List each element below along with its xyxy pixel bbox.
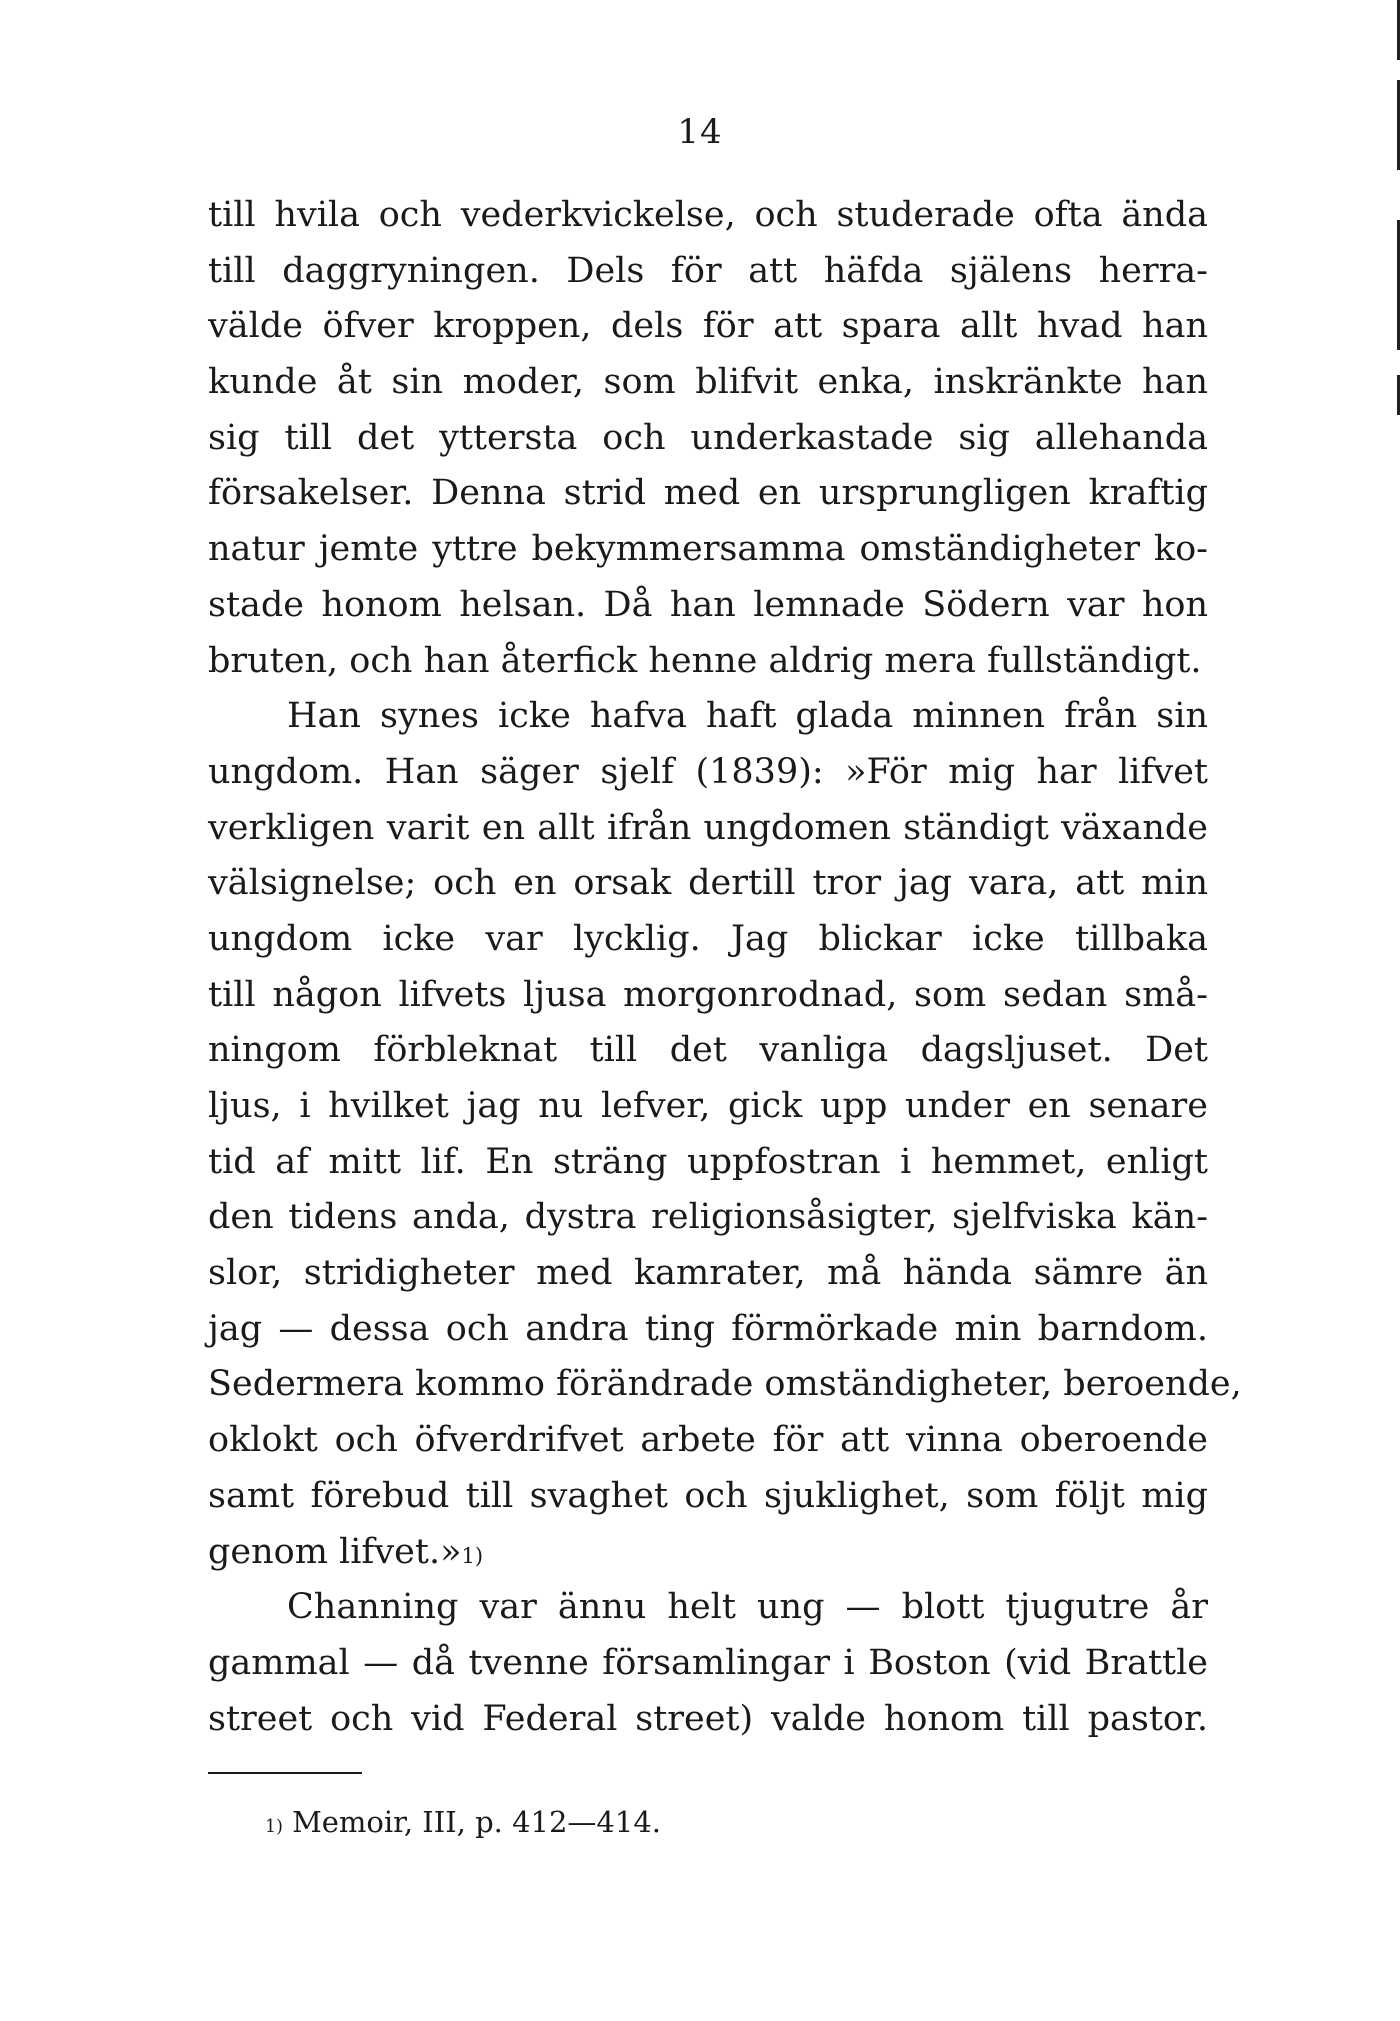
text-line: tid af mitt lif. En sträng uppfostran i hemmet, enligt xyxy=(208,1141,1208,1182)
text-line: ungdom. Han säger sjelf (1839): »För mig har lifvet xyxy=(208,751,1208,792)
text-line: street och vid Federal street) valde honom till pastor. xyxy=(208,1698,1208,1739)
text-line: jag — dessa och andra ting förmörkade min barndom. xyxy=(208,1308,1208,1349)
footnote-reference: 1) xyxy=(461,1543,484,1568)
body-text xyxy=(208,188,1242,1747)
text-line: till hvila och vederkvickelse, och studerade ofta ända xyxy=(208,195,1208,235)
text-line: Sedermera kommo förändrade omständigheter, beroende, xyxy=(208,1364,1242,1405)
text-line: oklokt och öfverdrifvet arbete för att vinna oberoende xyxy=(208,1420,1208,1461)
text-line: ljus, i hvilket jag nu lefver, gick upp under en senare xyxy=(208,1086,1208,1126)
page-number: 14 xyxy=(677,112,723,152)
text-line: natur jemte yttre bekymmersamma omständigheter ko- xyxy=(208,529,1208,570)
text-line: bruten, och han återfick henne aldrig mera fullständigt. xyxy=(208,640,1202,681)
text-line: till daggryningen. Dels för att häfda själens herra- xyxy=(208,250,1208,291)
text-line: verkligen varit en allt ifrån ungdomen ständigt växande xyxy=(208,807,1208,848)
text-line: samt förebud till svaghet och sjuklighet, som följt mig xyxy=(208,1475,1208,1516)
text-line: Channing var ännu helt ung — blott tjugutre år xyxy=(287,1587,1208,1628)
text-line: stade honom helsan. Då han lemnade Södern var hon xyxy=(208,584,1208,625)
text-line: sig till det yttersta och underkastade sig allehanda xyxy=(208,417,1208,458)
text-line: ningom förbleknat till det vanliga dagsljuset. Det xyxy=(208,1030,1208,1071)
footnote xyxy=(265,1805,661,1839)
footnote-text: Memoir, III, p. 412—414. xyxy=(282,1805,662,1839)
text-line: kunde åt sin moder, som blifvit enka, inskränkte han xyxy=(208,362,1208,403)
text-line: välde öfver kroppen, dels för att spara allt hvad han xyxy=(208,306,1208,347)
text-line: till någon lifvets ljusa morgonrodnad, som sedan små- xyxy=(208,974,1208,1015)
footnote-divider xyxy=(208,1772,362,1774)
text-line: välsignelse; och en orsak dertill tror jag vara, att min xyxy=(208,863,1208,904)
text-line: försakelser. Denna strid med en ursprungligen kraftig xyxy=(208,473,1208,514)
text-line-with-footnote-ref xyxy=(208,1525,1208,1581)
text-line: gammal — då tvenne församlingar i Boston (vid Brattle xyxy=(208,1642,1208,1683)
footnote-marker: 1) xyxy=(265,1817,283,1837)
text-line: ungdom icke var lycklig. Jag blickar icke tillbaka xyxy=(208,918,1208,959)
text-line: den tidens anda, dystra religionsåsigter, sjelfviska kän- xyxy=(208,1197,1208,1238)
text-line: Han synes icke hafva haft glada minnen från sin xyxy=(287,696,1208,737)
text-line: slor, stridigheter med kamrater, må hända sämre än xyxy=(208,1253,1208,1294)
text-line: genom lifvet.» xyxy=(208,1531,462,1572)
